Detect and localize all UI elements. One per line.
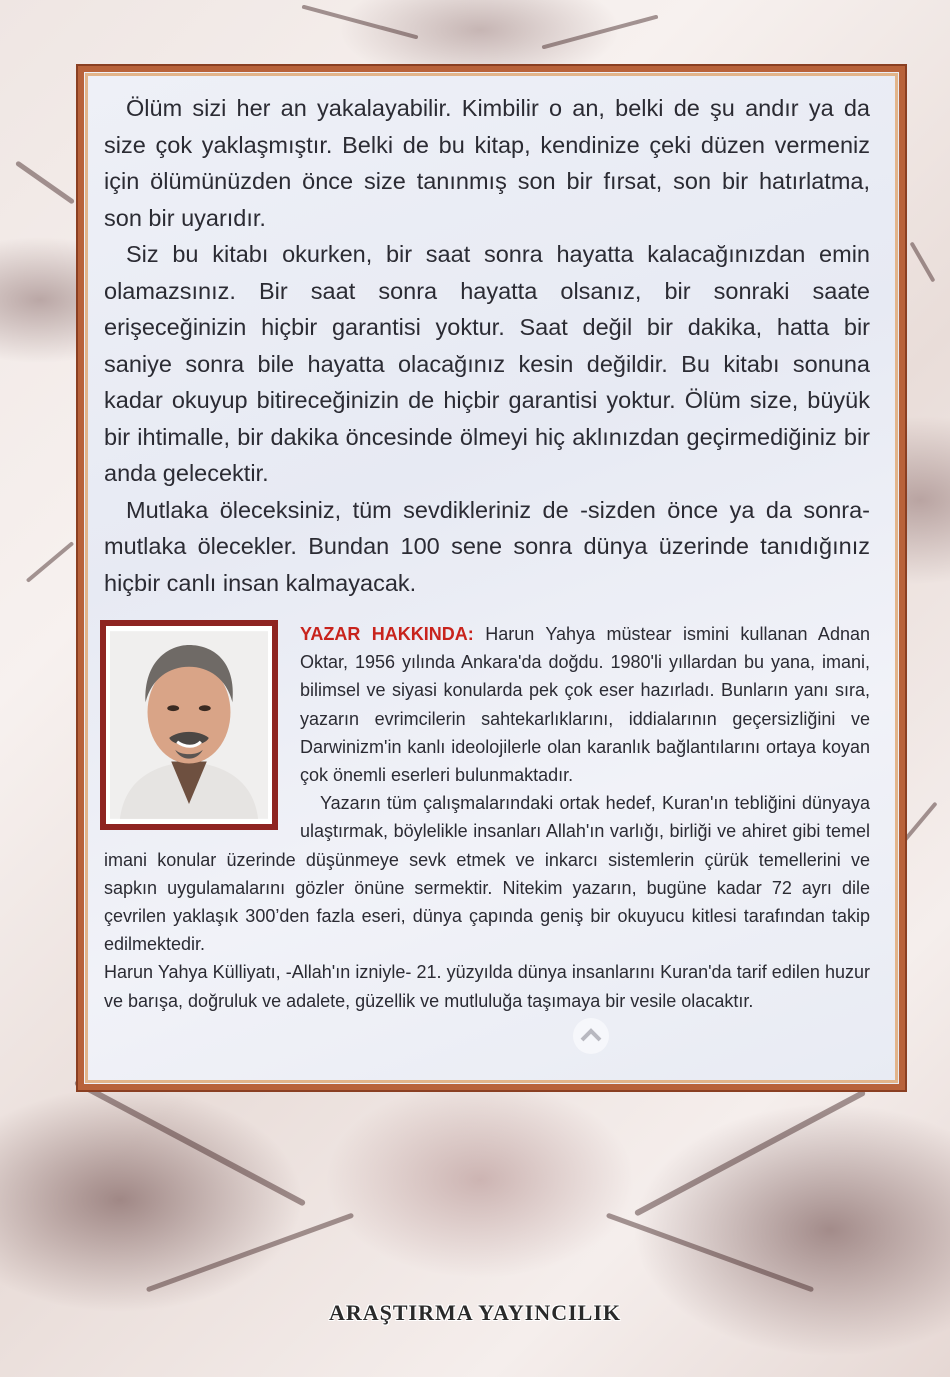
- marble-vein: [606, 1213, 814, 1293]
- marble-vein: [15, 160, 75, 204]
- author-goal: Yazarın tüm çalışmalarındaki ortak hedef, Kuran'ın tebliğini dünyaya ulaştırmak, böylelikle insanları Allah'ın varlığı, birliği ve ahiret gibi temel imani konular üzerinde düşünmeye sevk etmek ve inkarcı sistemlerin çürük temellerini ve sapkın uygulamalarını gözler önüne sermektir. Nitekim yazarın, bugüne kadar 72 ayrı dile çevrilen yaklaşık 300’den fazla eseri, dünya çapında geniş bir okuyucu kitlesi tarafından takip edilmektedir.: [104, 793, 870, 955]
- publisher-name: ARAŞTIRMA YAYINCILIK: [328, 1300, 621, 1325]
- author-portrait-image: [110, 630, 268, 820]
- marble-vein: [634, 1089, 866, 1216]
- author-section: [104, 620, 870, 1015]
- intro-text: [104, 90, 870, 601]
- author-closing: Harun Yahya Külliyatı, -Allah'ın izniyle- 21. yüzyılda dünya insanlarını Kuran'da tarif edilen huzur ve barışa, doğruluk ve adalete, güzellik ve mutluluğa taşımaya bir vesile olacaktır.: [104, 962, 870, 1011]
- author-bio-text: Harun Yahya müstear ismini kullanan Adnan Oktar, 1956 yılında Ankara'da doğdu. 1980'li yıllardan bu yana, imani, bilimsel ve siyasi konularda pek çok eser hazırladı. Bunların yanı sıra, yazarın evrimcilerin sahtekarlıklarını, iddialarının geçersizliğini ve Darwinizm'in kanlı ideolojilerle olan karanlık bağlantılarını ortaya koyan çok önemli eserleri bulunmaktadır.: [300, 624, 870, 786]
- marble-vein: [302, 5, 419, 40]
- intro-paragraph-3: Mutlaka öleceksiniz, tüm sevdikleriniz de -sizden önce ya da sonra- mutlaka ölecekler. Bundan 100 sene sonra dünya üzerinde tanıdığınız hiçbir canlı insan kalmayacak.: [104, 496, 870, 596]
- intro-paragraph-2: Siz bu kitabı okurken, bir saat sonra hayatta kalacağınızdan emin olamazsınız. Bir saat sonra hayatta olsanız, bir sonraki saate erişeceğinizin hiçbir garantisi yoktur. Saat değil bir dakika, hatta bir saniye sonra bile hayatta olacağınız kesin değildir. Bu kitabı sonuna kadar okuyup bitireceğinizin de hiçbir garantisi yoktur. Ölüm size, büyük bir ihtimalle, bir dakika öncesinde ölmeyi hiç aklınızdan geçirmediğiniz bir anda gelecektir.: [104, 241, 870, 486]
- intro-paragraph-1: Ölüm sizi her an yakalayabilir. Kimbilir o an, belki de şu andır ya da size çok yaklaşmıştır. Belki de bu kitap, kendinize çeki düzen vermeniz için ölümünüzden önce size tanınmış son bir fırsat, son bir hatırlatma, son bir uyarıdır.: [104, 95, 870, 231]
- marble-vein: [74, 1079, 306, 1206]
- chevron-up-icon: [573, 1018, 609, 1054]
- marble-vein: [542, 15, 659, 50]
- scroll-up-icon[interactable]: [573, 1018, 609, 1054]
- marble-vein: [902, 802, 937, 843]
- author-heading: YAZAR HAKKINDA:: [300, 624, 474, 644]
- author-photo: [100, 620, 278, 830]
- marble-vein: [146, 1213, 354, 1293]
- marble-vein: [26, 541, 75, 583]
- marble-vein: [910, 242, 936, 283]
